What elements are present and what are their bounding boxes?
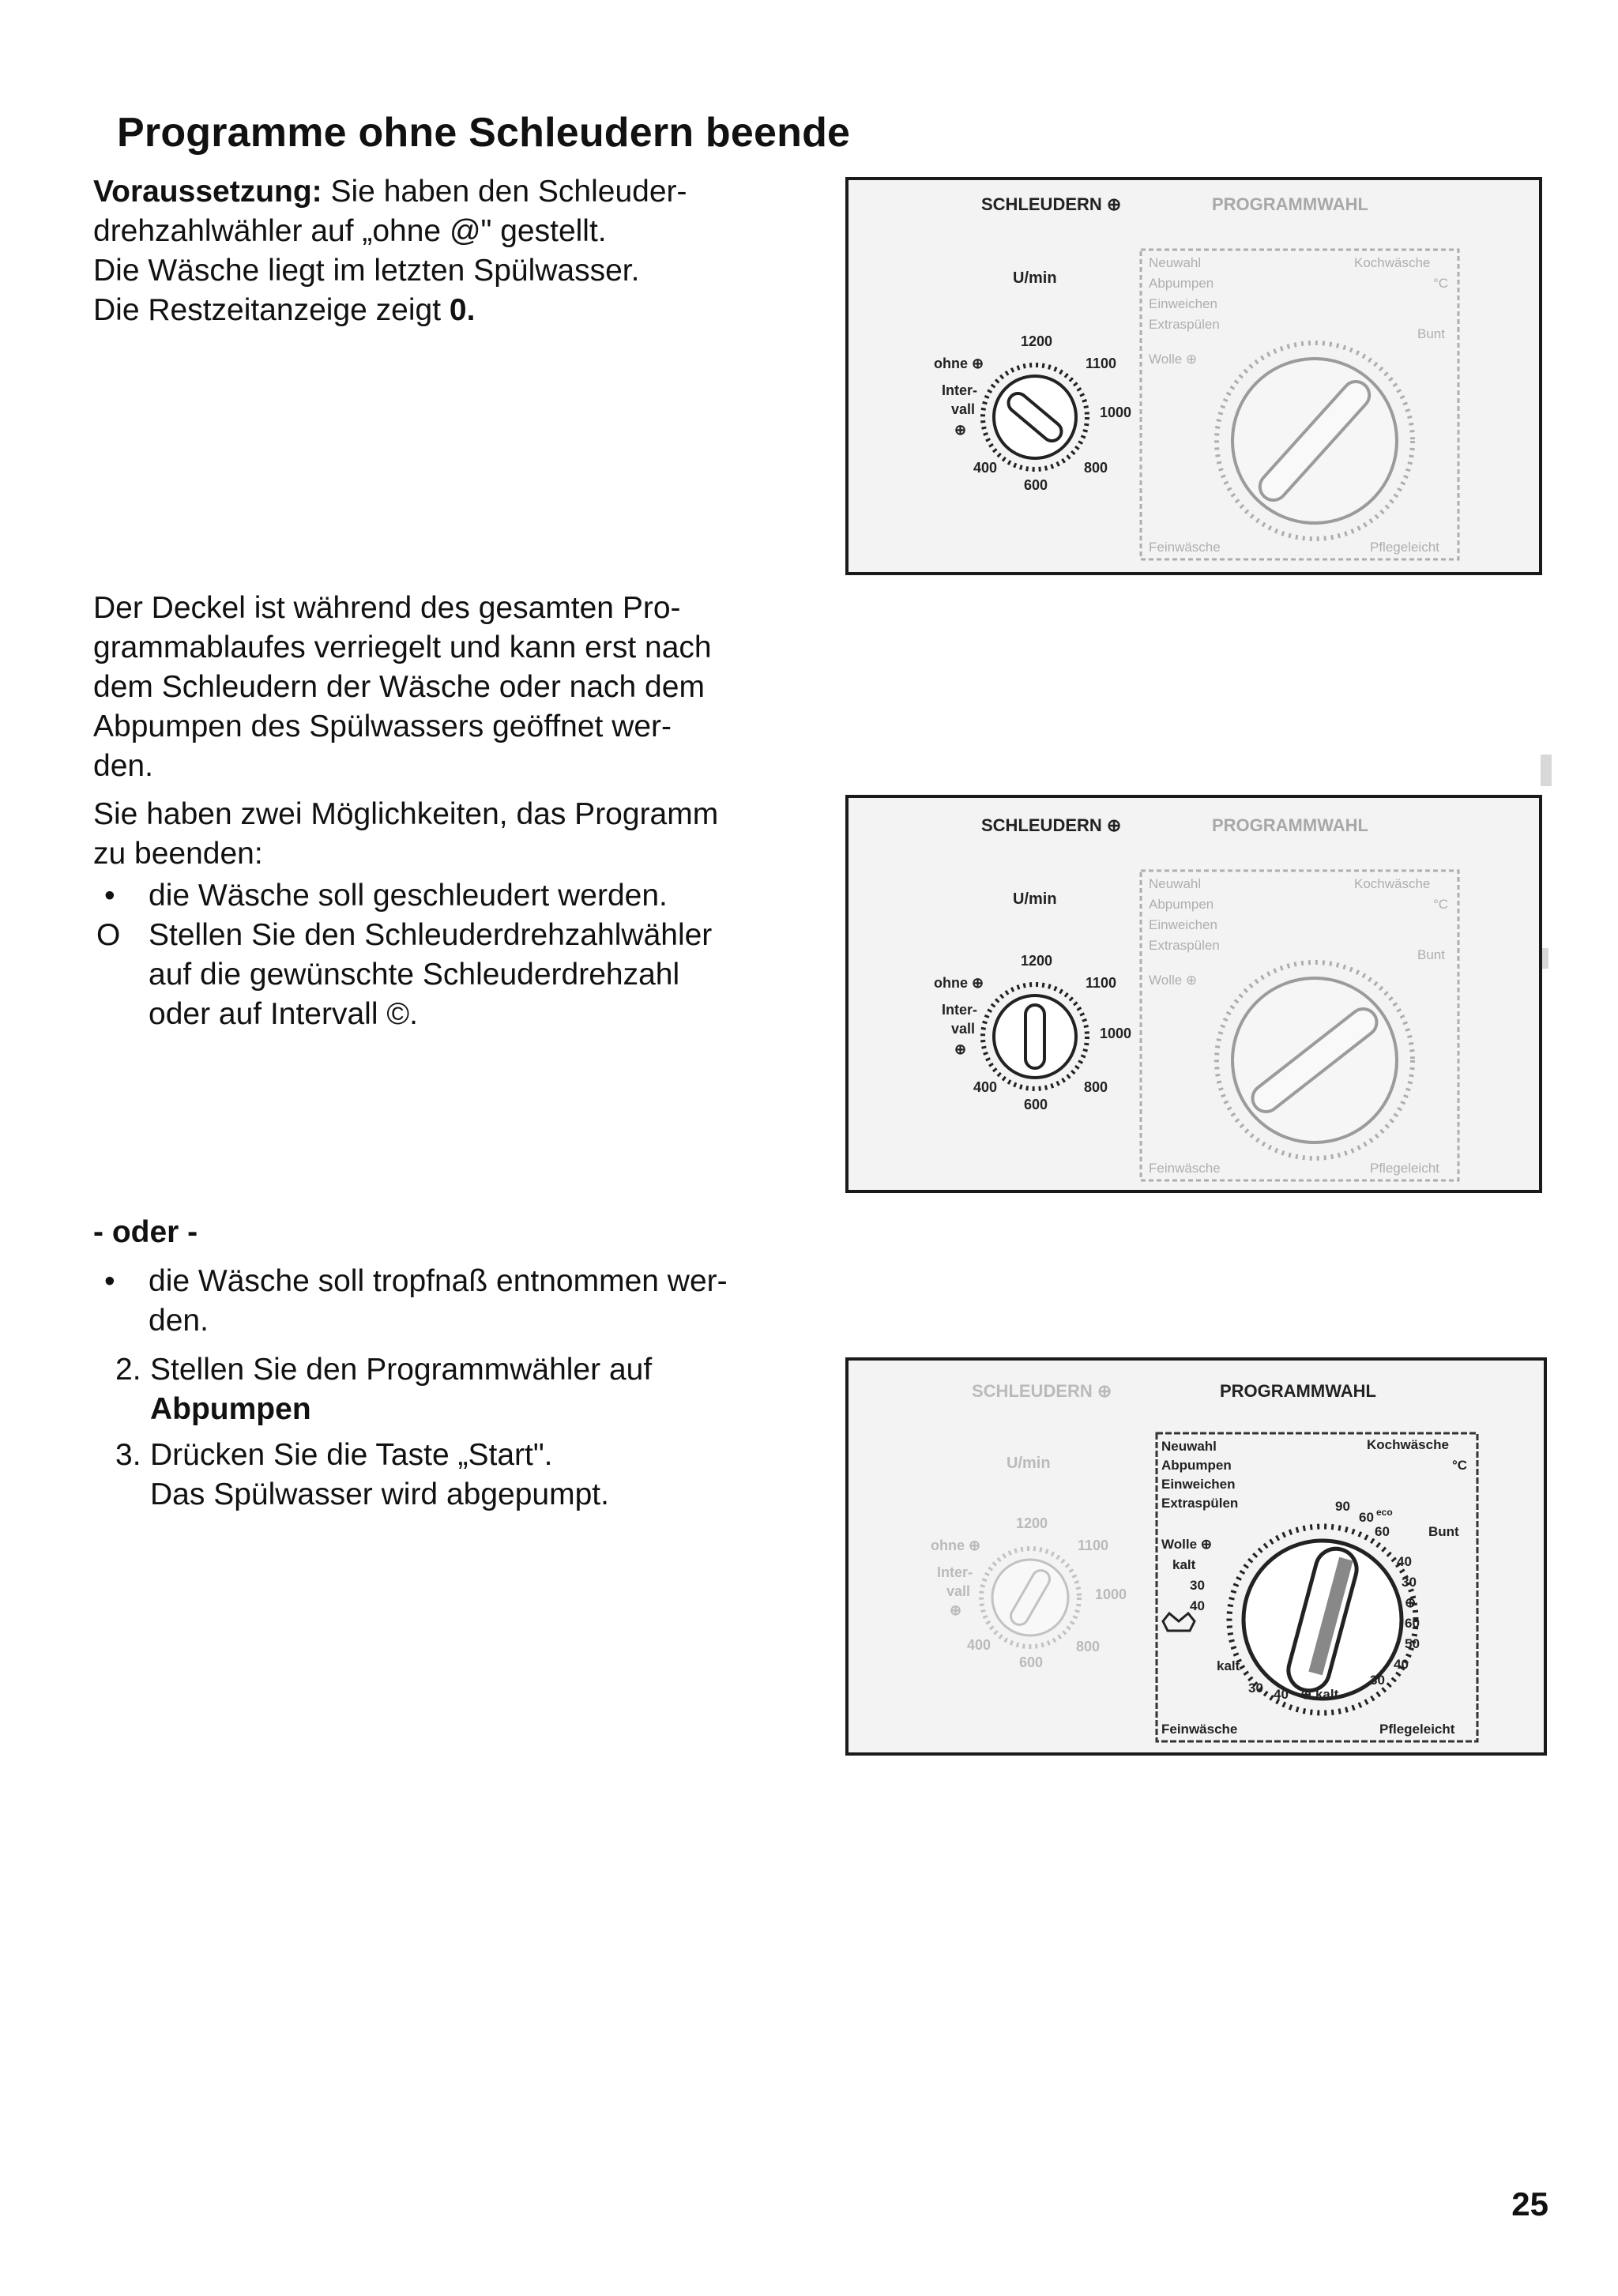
- prerequisite-line-3: Die Wäsche liegt im letzten Spülwasser.: [93, 254, 640, 288]
- prerequisite-label: Voraussetzung:: [93, 175, 322, 209]
- handwash-icon: [1163, 1613, 1195, 1631]
- program-feinwaesche: Feinwäsche: [1149, 540, 1221, 555]
- program-wolle: Wolle ⊕: [1149, 352, 1198, 367]
- panel-figure-3: [845, 1357, 1547, 1756]
- eco-label: eco: [1376, 1507, 1393, 1518]
- temp-40: 40: [1397, 1554, 1412, 1569]
- rpm-1200: 1200: [1016, 1515, 1048, 1531]
- rpm-800: 800: [1076, 1639, 1101, 1654]
- program-neuwahl: Neuwahl: [1161, 1439, 1217, 1454]
- program-heading: PROGRAMMWAHL: [1220, 1381, 1376, 1401]
- rpm-400: 400: [973, 460, 998, 476]
- bullet-mark: •: [104, 1264, 115, 1298]
- temp-40: 40: [1394, 1657, 1409, 1672]
- step-mark: O: [96, 918, 121, 952]
- option-drain-text: die Wäsche soll tropfnaß entnommen wer-: [149, 1264, 728, 1298]
- intervall-label: vall: [951, 1021, 976, 1037]
- rpm-600: 600: [1024, 1097, 1048, 1112]
- rpm-1100: 1100: [1086, 975, 1117, 991]
- option-drain-text: den.: [149, 1304, 209, 1338]
- program-kochwaesche: Kochwäsche: [1367, 1437, 1449, 1452]
- program-abpumpen: Abpumpen: [1149, 276, 1214, 291]
- step-3: [93, 1436, 804, 1515]
- temp-60: 60: [1359, 1510, 1374, 1525]
- intervall-label: ⊕: [950, 1602, 962, 1618]
- page-number: 25: [1511, 2185, 1548, 2223]
- celsius-label: °C: [1433, 897, 1449, 912]
- program-wolle: Wolle ⊕: [1149, 973, 1198, 988]
- panel-figure-2: [845, 795, 1542, 1193]
- temp-30: 30: [1248, 1681, 1263, 1696]
- temp-c: ⊕: [1405, 1595, 1417, 1610]
- program-neuwahl: Neuwahl: [1149, 255, 1202, 270]
- temp-60: 60: [1405, 1616, 1420, 1631]
- lid-lock-line: dem Schleudern der Wäsche oder nach dem: [93, 670, 705, 704]
- oder-separator: - oder -: [93, 1215, 198, 1249]
- panel-figure-1: [845, 177, 1542, 575]
- lid-lock-line: den.: [93, 749, 153, 783]
- program-abpumpen: Abpumpen: [1161, 1458, 1232, 1473]
- rpm-1100: 1100: [1086, 356, 1117, 371]
- rpm-1000: 1000: [1095, 1586, 1127, 1602]
- program-extraspuelen: Extraspülen: [1149, 317, 1220, 332]
- rpm-800: 800: [1084, 1079, 1108, 1095]
- celsius-label: °C: [1433, 276, 1449, 291]
- temp-40: 40: [1274, 1687, 1289, 1702]
- intervall-label: Inter-: [937, 1564, 973, 1580]
- program-heading: PROGRAMMWAHL: [1212, 815, 1368, 835]
- intervall-label: ⊕: [954, 1041, 967, 1057]
- options-line: Sie haben zwei Möglichkeiten, das Programm: [93, 797, 719, 831]
- alternative-block: [93, 1213, 804, 1515]
- program-extraspuelen: Extraspülen: [1149, 938, 1220, 953]
- bullet-mark: •: [104, 879, 115, 913]
- program-dial: [1157, 1433, 1477, 1741]
- rpm-1000: 1000: [1100, 405, 1132, 420]
- intervall-label: vall: [951, 401, 976, 417]
- celsius-label: °C: [1452, 1458, 1468, 1473]
- control-panel-diagram-2: [849, 798, 1539, 1190]
- rpm-unit: U/min: [1013, 890, 1057, 908]
- scan-speck: [1541, 755, 1552, 786]
- remaining-time-value: 0.: [449, 293, 476, 327]
- step-2: [93, 1350, 804, 1429]
- rpm-1200: 1200: [1021, 333, 1053, 349]
- program-feinwaesche: Feinwäsche: [1149, 1161, 1221, 1176]
- temp-30: 30: [1402, 1575, 1417, 1590]
- step-2-text: Stellen Sie den Programmwähler auf: [150, 1353, 653, 1387]
- temp-30: 30: [1370, 1673, 1385, 1688]
- ohne-label: ohne ⊕: [934, 975, 984, 991]
- program-kochwaesche: Kochwäsche: [1354, 876, 1431, 891]
- intervall-label: vall: [946, 1583, 971, 1599]
- prerequisite-block: [93, 172, 687, 330]
- program-heading: PROGRAMMWAHL: [1212, 194, 1368, 214]
- program-extraspuelen: Extraspülen: [1161, 1496, 1239, 1511]
- option-spin-step-line: auf die gewünschte Schleuderdrehzahl: [149, 958, 680, 992]
- prerequisite-line-2: drehzahlwähler auf „ohne @" gestellt.: [93, 214, 607, 248]
- rpm-400: 400: [973, 1079, 998, 1095]
- ohne-label: ohne ⊕: [931, 1538, 981, 1553]
- rpm-unit: U/min: [1013, 269, 1057, 287]
- step-number: 2.: [115, 1353, 141, 1387]
- program-bunt: Bunt: [1417, 326, 1445, 341]
- lid-lock-line: Abpumpen des Spülwassers geöffnet wer-: [93, 710, 672, 743]
- option-spin-step-line: oder auf Intervall ©.: [149, 997, 418, 1031]
- program-pflegeleicht: Pflegeleicht: [1370, 540, 1439, 555]
- program-pflegeleicht: Pflegeleicht: [1379, 1722, 1455, 1737]
- prerequisite-line-4: [93, 291, 687, 330]
- intervall-label: Inter-: [942, 1002, 977, 1018]
- intervall-label: Inter-: [942, 382, 977, 398]
- intervall-label: ⊕: [954, 422, 967, 438]
- options-line: zu beenden:: [93, 837, 263, 871]
- option-spin-text: die Wäsche soll geschleudert werden.: [149, 879, 668, 913]
- temp-30: 30: [1190, 1578, 1205, 1593]
- program-kochwaesche: Kochwäsche: [1354, 255, 1431, 270]
- program-einweichen: Einweichen: [1161, 1477, 1236, 1492]
- rpm-600: 600: [1019, 1654, 1044, 1670]
- temp-60: 60: [1375, 1524, 1390, 1539]
- step-number: 3.: [115, 1438, 141, 1472]
- lid-lock-line: grammablaufes verriegelt und kann erst nach: [93, 630, 712, 664]
- program-einweichen: Einweichen: [1149, 917, 1217, 932]
- options-paragraph: [93, 795, 804, 1034]
- program-bunt: Bunt: [1428, 1524, 1459, 1539]
- option-spin-step: [93, 916, 804, 1034]
- program-pflegeleicht: Pflegeleicht: [1370, 1161, 1439, 1176]
- rpm-unit: U/min: [1007, 1455, 1051, 1472]
- program-einweichen: Einweichen: [1149, 296, 1217, 311]
- page-title: Programme ohne Schleudern beende: [117, 110, 851, 156]
- temp-40: 40: [1190, 1598, 1205, 1613]
- rpm-600: 600: [1024, 477, 1048, 493]
- spin-knob: [983, 365, 1087, 469]
- spin-heading: SCHLEUDERN ⊕: [981, 815, 1122, 835]
- rpm-1000: 1000: [1100, 1026, 1132, 1041]
- rpm-1200: 1200: [1021, 953, 1053, 969]
- program-wolle: Wolle ⊕: [1161, 1537, 1212, 1552]
- spin-heading: SCHLEUDERN ⊕: [972, 1381, 1112, 1401]
- temp-90: 90: [1335, 1499, 1350, 1514]
- rpm-400: 400: [967, 1637, 991, 1653]
- spin-heading: SCHLEUDERN ⊕: [981, 194, 1122, 214]
- program-dial-faded: [1141, 250, 1458, 559]
- program-bunt: Bunt: [1417, 947, 1445, 962]
- spin-knob: [983, 984, 1087, 1089]
- ohne-label: ohne ⊕: [934, 356, 984, 371]
- control-panel-diagram-3: [849, 1361, 1544, 1752]
- spin-section-faded: [931, 1381, 1127, 1670]
- remaining-time-text: Die Restzeitanzeige zeigt: [93, 293, 450, 327]
- prerequisite-text: Sie haben den Schleuder-: [322, 175, 687, 209]
- step-3-text: Drücken Sie die Taste „Start".: [150, 1438, 553, 1472]
- rpm-800: 800: [1084, 460, 1108, 476]
- control-panel-diagram-1: [849, 180, 1539, 572]
- option-drain-bullet: [93, 1262, 804, 1341]
- temp-kalt: kalt: [1172, 1557, 1196, 1572]
- program-feinwaesche: Feinwäsche: [1161, 1722, 1238, 1737]
- option-spin-step-line: Stellen Sie den Schleuderdrehzahlwähler: [149, 918, 713, 952]
- program-dial-faded: [1141, 871, 1458, 1180]
- option-spin-bullet: [93, 876, 804, 916]
- rpm-1100: 1100: [1078, 1538, 1109, 1553]
- temp-50: 50: [1405, 1636, 1420, 1651]
- step-3-text: Das Spülwasser wird abgepumpt.: [150, 1477, 609, 1511]
- lid-lock-line: Der Deckel ist während des gesamten Pro-: [93, 591, 681, 625]
- temp-kalt: kalt: [1217, 1658, 1240, 1673]
- lid-lock-paragraph: [93, 589, 712, 786]
- program-neuwahl: Neuwahl: [1149, 876, 1202, 891]
- step-2-bold: Abpumpen: [150, 1392, 311, 1426]
- temp-ckalt: ⊕ kalt: [1300, 1687, 1339, 1702]
- prerequisite-line-1: [93, 172, 687, 212]
- program-abpumpen: Abpumpen: [1149, 897, 1214, 912]
